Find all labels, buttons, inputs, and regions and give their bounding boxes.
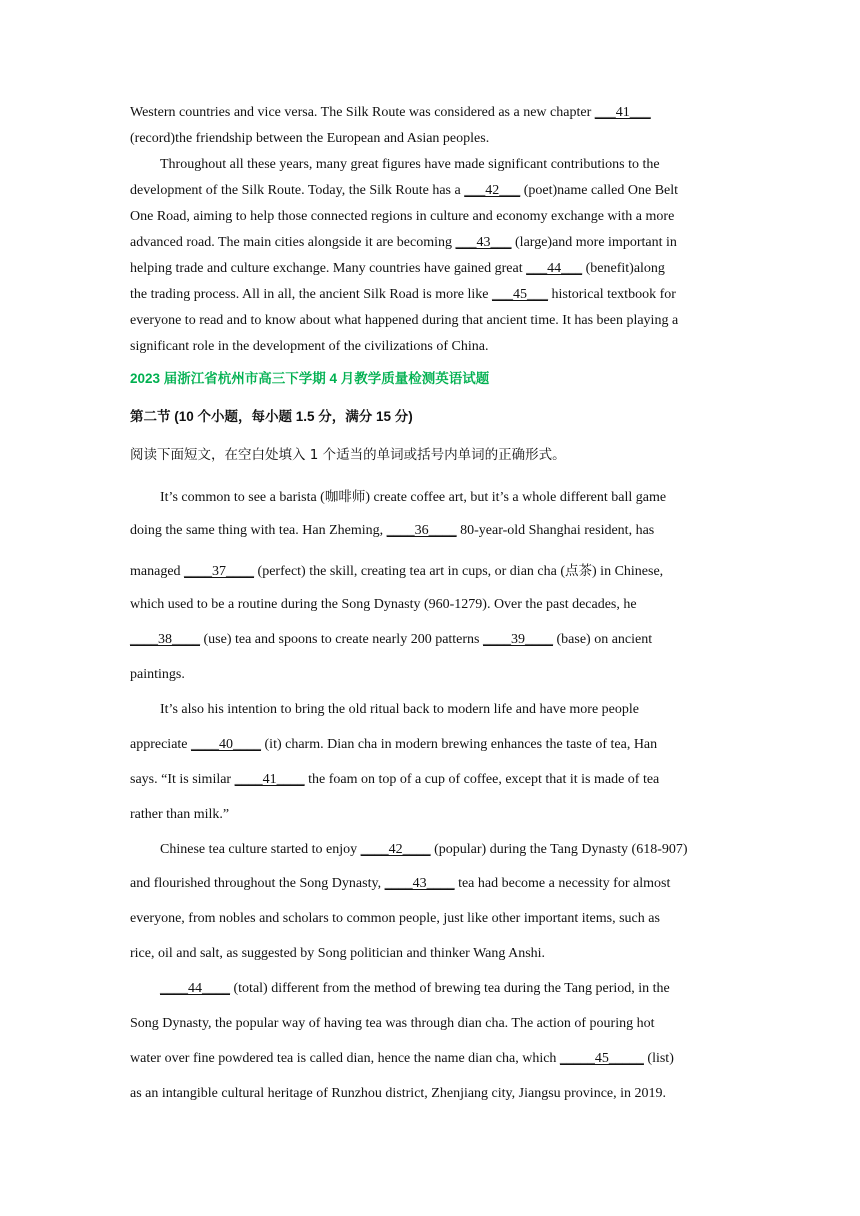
text-run: (total) different from the method of brewing tea during the Tang period, in the [230, 981, 670, 996]
passage2-line [160, 981, 670, 997]
passage2-line [160, 485, 666, 506]
text-run: helping trade and culture exchange. Many countries have gained great [130, 261, 527, 276]
passage2-line [130, 807, 229, 823]
passage2-line [130, 911, 660, 927]
passage2-line [160, 842, 688, 858]
passage2-line [130, 667, 185, 683]
text-run: tea had become a necessity for almost [454, 876, 671, 891]
passage1-line [130, 235, 677, 251]
text-run: everyone, from nobles and scholars to common people, just like other important items, such as [130, 911, 660, 926]
text-run: doing the same thing with tea. Han Zheming, [130, 523, 387, 538]
text-run: It’s also his intention to bring the old ritual back to modern life and have more people [160, 702, 639, 717]
text-run: water over fine powdered tea is called dian, hence the name dian cha, which [130, 1051, 560, 1066]
answer-blank: ___41___ [594, 105, 651, 120]
text-run: rice, oil and salt, as suggested by Song politician and thinker Wang Anshi. [130, 946, 546, 961]
answer-blank: ___42___ [464, 183, 521, 198]
text-run: as an intangible cultural heritage of Runzhou district, Zhenjiang city, Jiangsu province, in 2019. [130, 1086, 667, 1101]
passage1-line [130, 183, 678, 199]
text-run: historical textbook for [547, 287, 676, 302]
passage2-line [130, 632, 652, 648]
instruction-text: 阅读下面短文，在空白处填入 1 个适当的单词或括号内单词的正确形式。 [130, 447, 566, 463]
text-run: development of the Silk Route. Today, the Silk Route has a [130, 183, 465, 198]
text-run: advanced road. The main cities alongside it are becoming [130, 235, 456, 250]
text-run: paintings. [130, 667, 185, 682]
text-run: managed [130, 564, 185, 579]
passage1-line [160, 157, 660, 173]
answer-blank: ____44____ [160, 981, 230, 996]
passage1-line [130, 287, 676, 303]
section-heading: 第二节 (10 个小题，每小题 1.5 分，满分 15 分) [130, 409, 413, 424]
text-run: 80-year-old Shanghai resident, has [456, 523, 655, 538]
text-run: (record)the friendship between the European and Asian peoples. [130, 131, 490, 146]
text-run: It’s common to see a barista ( [160, 490, 325, 505]
chinese-gloss: 点茶 [565, 563, 593, 579]
answer-blank: ____38____ [130, 632, 200, 647]
text-run: Song Dynasty, the popular way of having tea was through dian cha. The action of pouring hot [130, 1016, 655, 1031]
passage1-line [130, 105, 651, 121]
text-run: (poet)name called One Belt [520, 183, 679, 198]
text-run: ) in Chinese, [592, 564, 664, 579]
text-run: (list) [643, 1051, 674, 1066]
answer-blank: ____40____ [191, 737, 262, 752]
passage2-line [160, 702, 639, 718]
answer-blank: ____39____ [483, 632, 554, 647]
text-run: (large)and more important in [511, 235, 677, 250]
text-run: everyone to read and to know about what happened during that ancient time. It has been playing a [130, 313, 679, 328]
answer-blank: ___44___ [526, 261, 583, 276]
text-run: appreciate [130, 737, 192, 752]
passage1-line [130, 131, 489, 147]
passage2-line [130, 1086, 666, 1102]
answer-blank: ____43____ [384, 876, 455, 891]
text-run: and flourished throughout the Song Dynasty, [130, 876, 385, 891]
passage2-line [130, 876, 670, 892]
passage1-line [130, 339, 488, 355]
exam-title: 2023 届浙江省杭州市高三下学期 4 月教学质量检测英语试题 [130, 371, 490, 386]
text-run: (benefit)along [582, 261, 665, 276]
text-run: (popular) during the Tang Dynasty (618-907) [430, 842, 688, 857]
text-run: rather than milk.” [130, 807, 230, 822]
passage2-line [130, 597, 637, 613]
passage1-line [130, 313, 678, 329]
text-run: Western countries and vice versa. The Silk Route was considered as a new chapter [130, 105, 595, 120]
text-run: the trading process. All in all, the ancient Silk Road is more like [130, 287, 492, 302]
text-run: One Road, aiming to help those connected regions in culture and economy exchange with a more [130, 209, 675, 224]
answer-blank: ____41____ [234, 772, 305, 787]
passage2-line [130, 1051, 674, 1067]
text-run: the foam on top of a cup of coffee, except that it is made of tea [304, 772, 660, 787]
text-run: Throughout all these years, many great figures have made significant contributions to the [160, 157, 660, 172]
text-run: significant role in the development of the civilizations of China. [130, 339, 489, 354]
text-run: says. “It is similar [130, 772, 235, 787]
text-run: (use) tea and spoons to create nearly 200 patterns [200, 632, 484, 647]
passage2-line [130, 946, 545, 962]
passage1-line [130, 261, 665, 277]
chinese-gloss: 咖啡师 [324, 489, 366, 505]
text-run: Chinese tea culture started to enjoy [160, 842, 361, 857]
answer-blank: ___43___ [455, 235, 512, 250]
passage1-line [130, 209, 674, 225]
passage2-line [130, 772, 659, 788]
answer-blank: ____37____ [184, 564, 255, 579]
passage2-line [130, 737, 657, 753]
answer-blank: ____36____ [386, 523, 457, 538]
answer-blank: ___45___ [491, 287, 548, 302]
passage2-line [130, 523, 654, 539]
text-run: (it) charm. Dian cha in modern brewing enhances the taste of tea, Han [261, 737, 658, 752]
text-run: (perfect) the skill, creating tea art in cups, or dian cha ( [254, 564, 566, 579]
text-run: which used to be a routine during the Song Dynasty (960-1279). Over the past decades, he [130, 597, 637, 612]
passage2-line [130, 559, 663, 580]
answer-blank: ____42____ [360, 842, 431, 857]
passage2-line [130, 1016, 655, 1032]
text-run: (base) on ancient [553, 632, 653, 647]
answer-blank: _____45_____ [559, 1051, 644, 1066]
text-run: ) create coffee art, but it’s a whole different ball game [365, 490, 667, 505]
